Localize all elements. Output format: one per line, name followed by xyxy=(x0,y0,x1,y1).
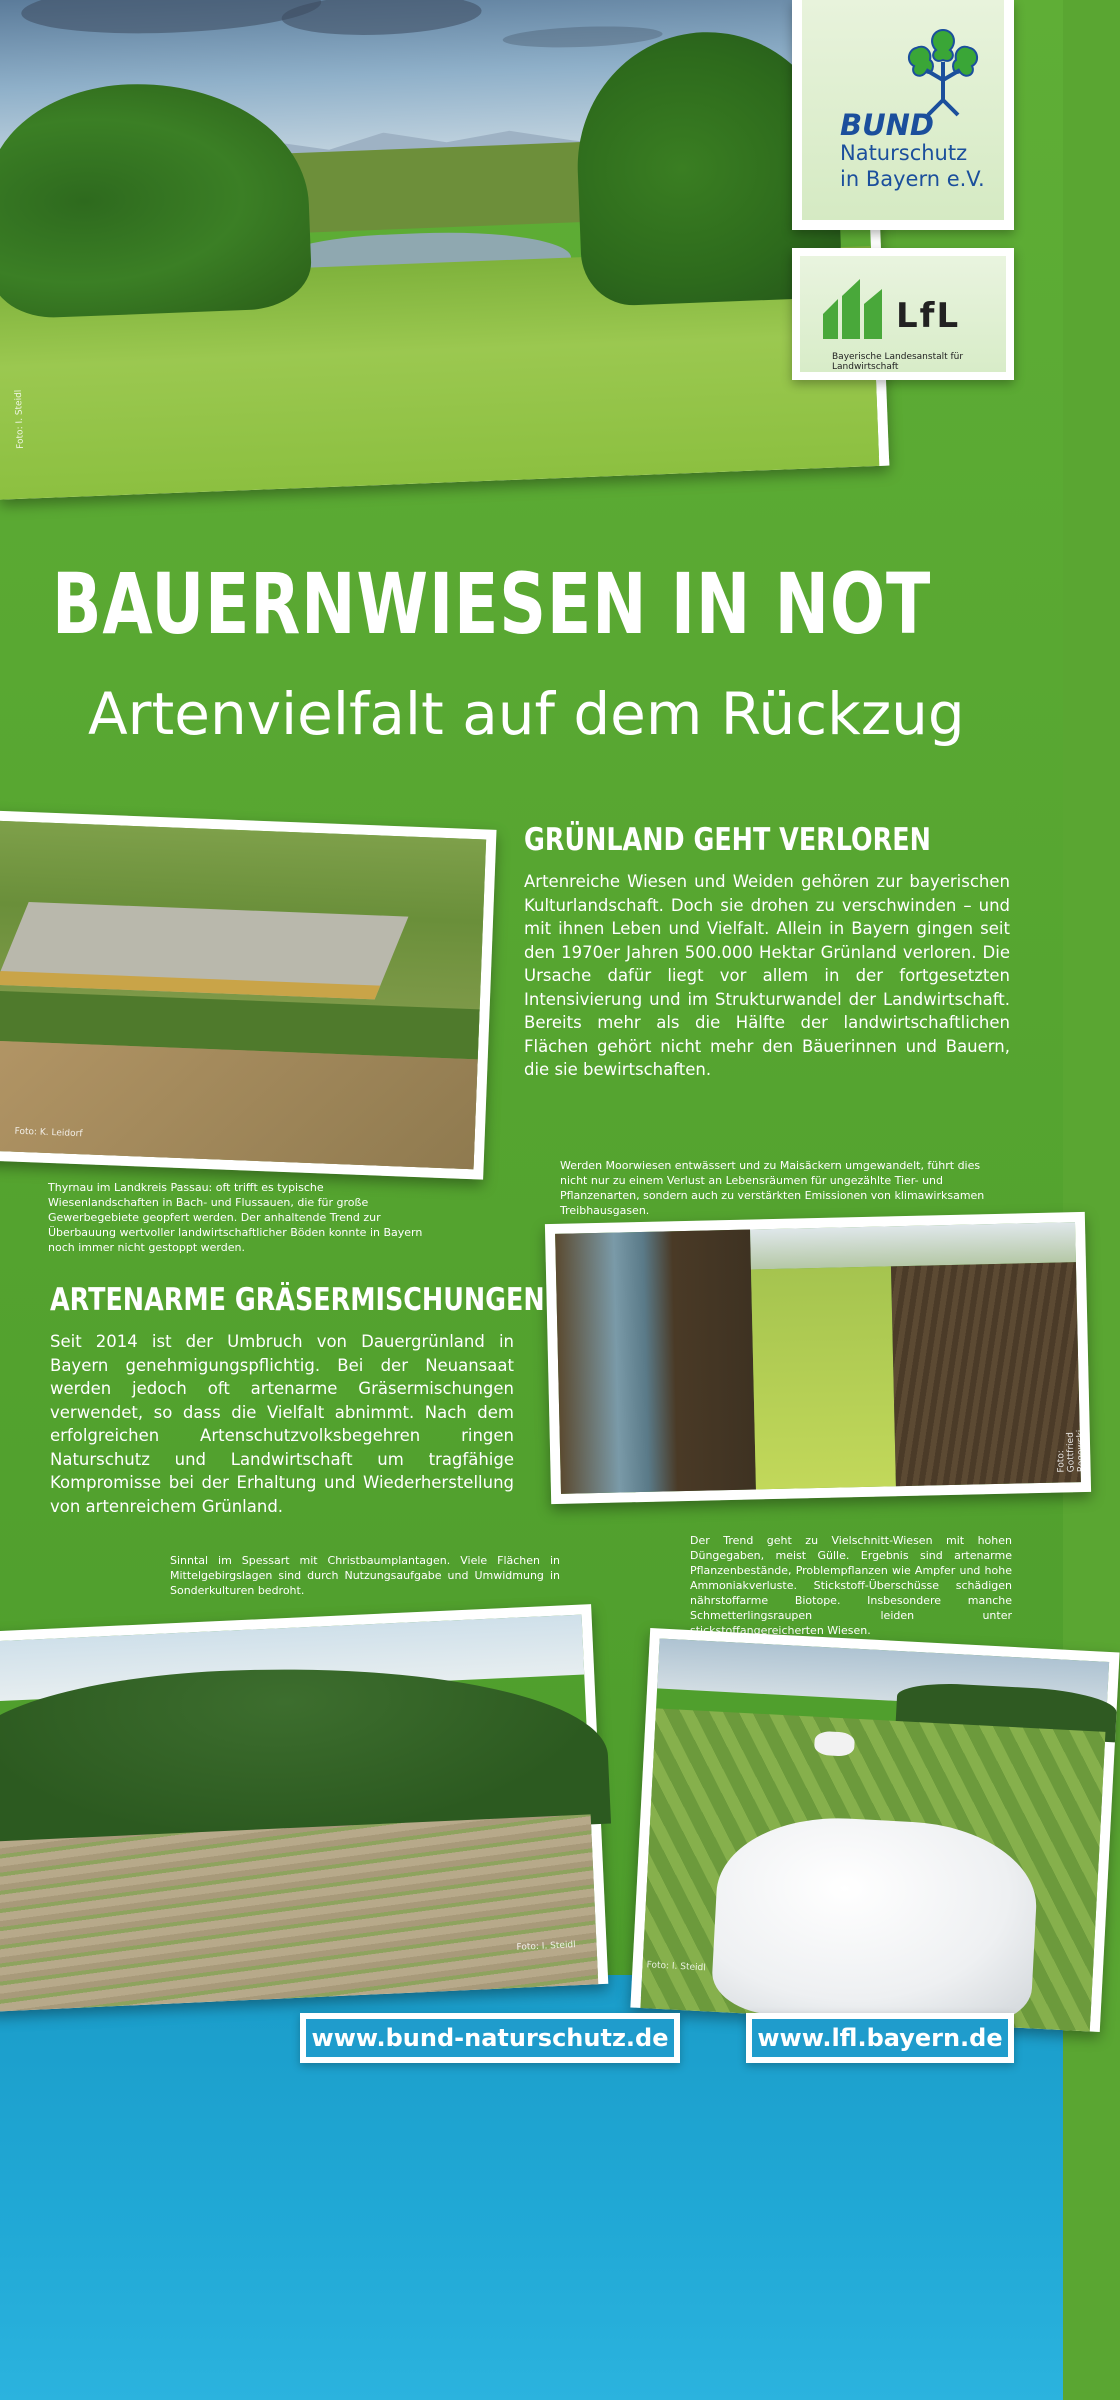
lfl-leaf-icon xyxy=(818,274,888,344)
caption-moorwiesen: Werden Moorwiesen entwässert und zu Maisäckern umgewandelt, führt dies nicht nur zu einem Verlust an Lebensräumen für ungezählte Tier- und Pflanzenarten, sondern auch zu verstärkten Emissionen von klimawirksamen Treibhausgasen. xyxy=(560,1159,985,1217)
section-text-artenarm: Seit 2014 ist der Umbruch von Dauergrünland in Bayern genehmigungspflichtig. Bei der Neuansaat werden jedoch oft artenarme Gräsermischungen verwendet, so dass die Vielfalt abnimmt. Nach dem erfolgreichen Artenschutzvolksbegehren ringen Naturschutz und Landwirtschaft um tragfähige Kompromisse bei der Erhaltung und Wiederherstellung von artenreichem Grünland. xyxy=(50,1332,514,1516)
photo2-credit: Foto: Gottfried Rogowski xyxy=(1056,1429,1087,1473)
bund-wordmark: BUND xyxy=(840,108,934,142)
bund-website-link[interactable] xyxy=(300,2013,680,2063)
hero-photo-credit: Foto: I. Steidl xyxy=(13,389,27,449)
lfl-subtitle: Bayerische Landesanstalt für Landwirtschaft xyxy=(832,352,964,372)
section-heading-artenarm: ARTENARME GRÄSERMISCHUNGEN xyxy=(50,1282,545,1318)
bund-line-1: Naturschutz xyxy=(840,141,968,165)
bund-line-2: in Bayern e.V. xyxy=(840,167,985,191)
lfl-website-link[interactable] xyxy=(746,2013,1014,2063)
christmas-tree-plantation-photo xyxy=(0,1604,608,2012)
poster-subtitle: Artenvielfalt auf dem Rückzug xyxy=(88,680,965,748)
drained-moor-photo xyxy=(545,1212,1091,1504)
bund-website-link-text[interactable]: www.bund-naturschutz.de xyxy=(306,2019,674,2057)
caption-vielschnitt: Der Trend geht zu Vielschnitt-Wiesen mit hohen Düngegaben, meist Gülle. Ergebnis sind artenarme Pflanzenbestände, Problempflanzen wie Ampfer und hohe Ammoniakverluste. Stickstoff-Überschüsse schädigen nährstoffarme Biotope. Insbesondere manche Schmetterlingsraupen leiden unter stickstoffangereicherten Wiesen. xyxy=(690,1534,1012,1637)
aerial-industrial-photo xyxy=(0,810,497,1179)
silage-bale-meadow-photo xyxy=(630,1628,1119,2032)
lfl-wordmark: LfL xyxy=(896,296,961,336)
lfl-website-link-text[interactable]: www.lfl.bayern.de xyxy=(752,2019,1008,2057)
caption-sinntal: Sinntal im Spessart mit Christbaumplantagen. Viele Flächen in Mittelgebirgslagen sind durch Nutzungsaufgabe und Umwidmung in Sonderkulturen bedroht. xyxy=(170,1554,560,1597)
lfl-logo xyxy=(792,248,1014,380)
caption-thyrnau: Thyrnau im Landkreis Passau: oft trifft es typische Wiesenlandschaften in Bach- und Flussauen, die für große Gewerbegebiete geopfert werden. Der anhaltende Trend zur Überbauung wertvoller landwirtschaftlicher Böden konnte in Bayern noch immer nicht gestoppt werden. xyxy=(48,1181,423,1254)
photo1-credit: Foto: K. Leidorf xyxy=(14,1126,83,1140)
section-text-gruenland: Artenreiche Wiesen und Weiden gehören zur bayerischen Kulturlandschaft. Doch sie drohen zu verschwinden – und mit ihnen Leben und Vielfalt. Allein in Bayern gingen seit den 1970er Jahren 500.000 Hektar Grünland verloren. Die Ursache dafür liegt vor allem in der fortgesetzten Intensivierung und im Strukturwandel der Landwirtschaft. Bereits mehr als die Hälfte der landwirtschaftlichen Flächen gehört nicht mehr den Bäuerinnen und Bauern, die sie bewirtschaften. xyxy=(524,872,1010,1079)
poster-title: BAUERNWIESEN IN NOT xyxy=(52,555,932,653)
section-heading-gruenland: GRÜNLAND GEHT VERLOREN xyxy=(524,822,931,858)
bund-logo xyxy=(792,0,1014,230)
hero-landscape-photo xyxy=(0,0,889,500)
photo4-credit: Foto: I. Steidl xyxy=(646,1960,706,1974)
photo3-credit: Foto: I. Steidl xyxy=(516,1940,576,1953)
